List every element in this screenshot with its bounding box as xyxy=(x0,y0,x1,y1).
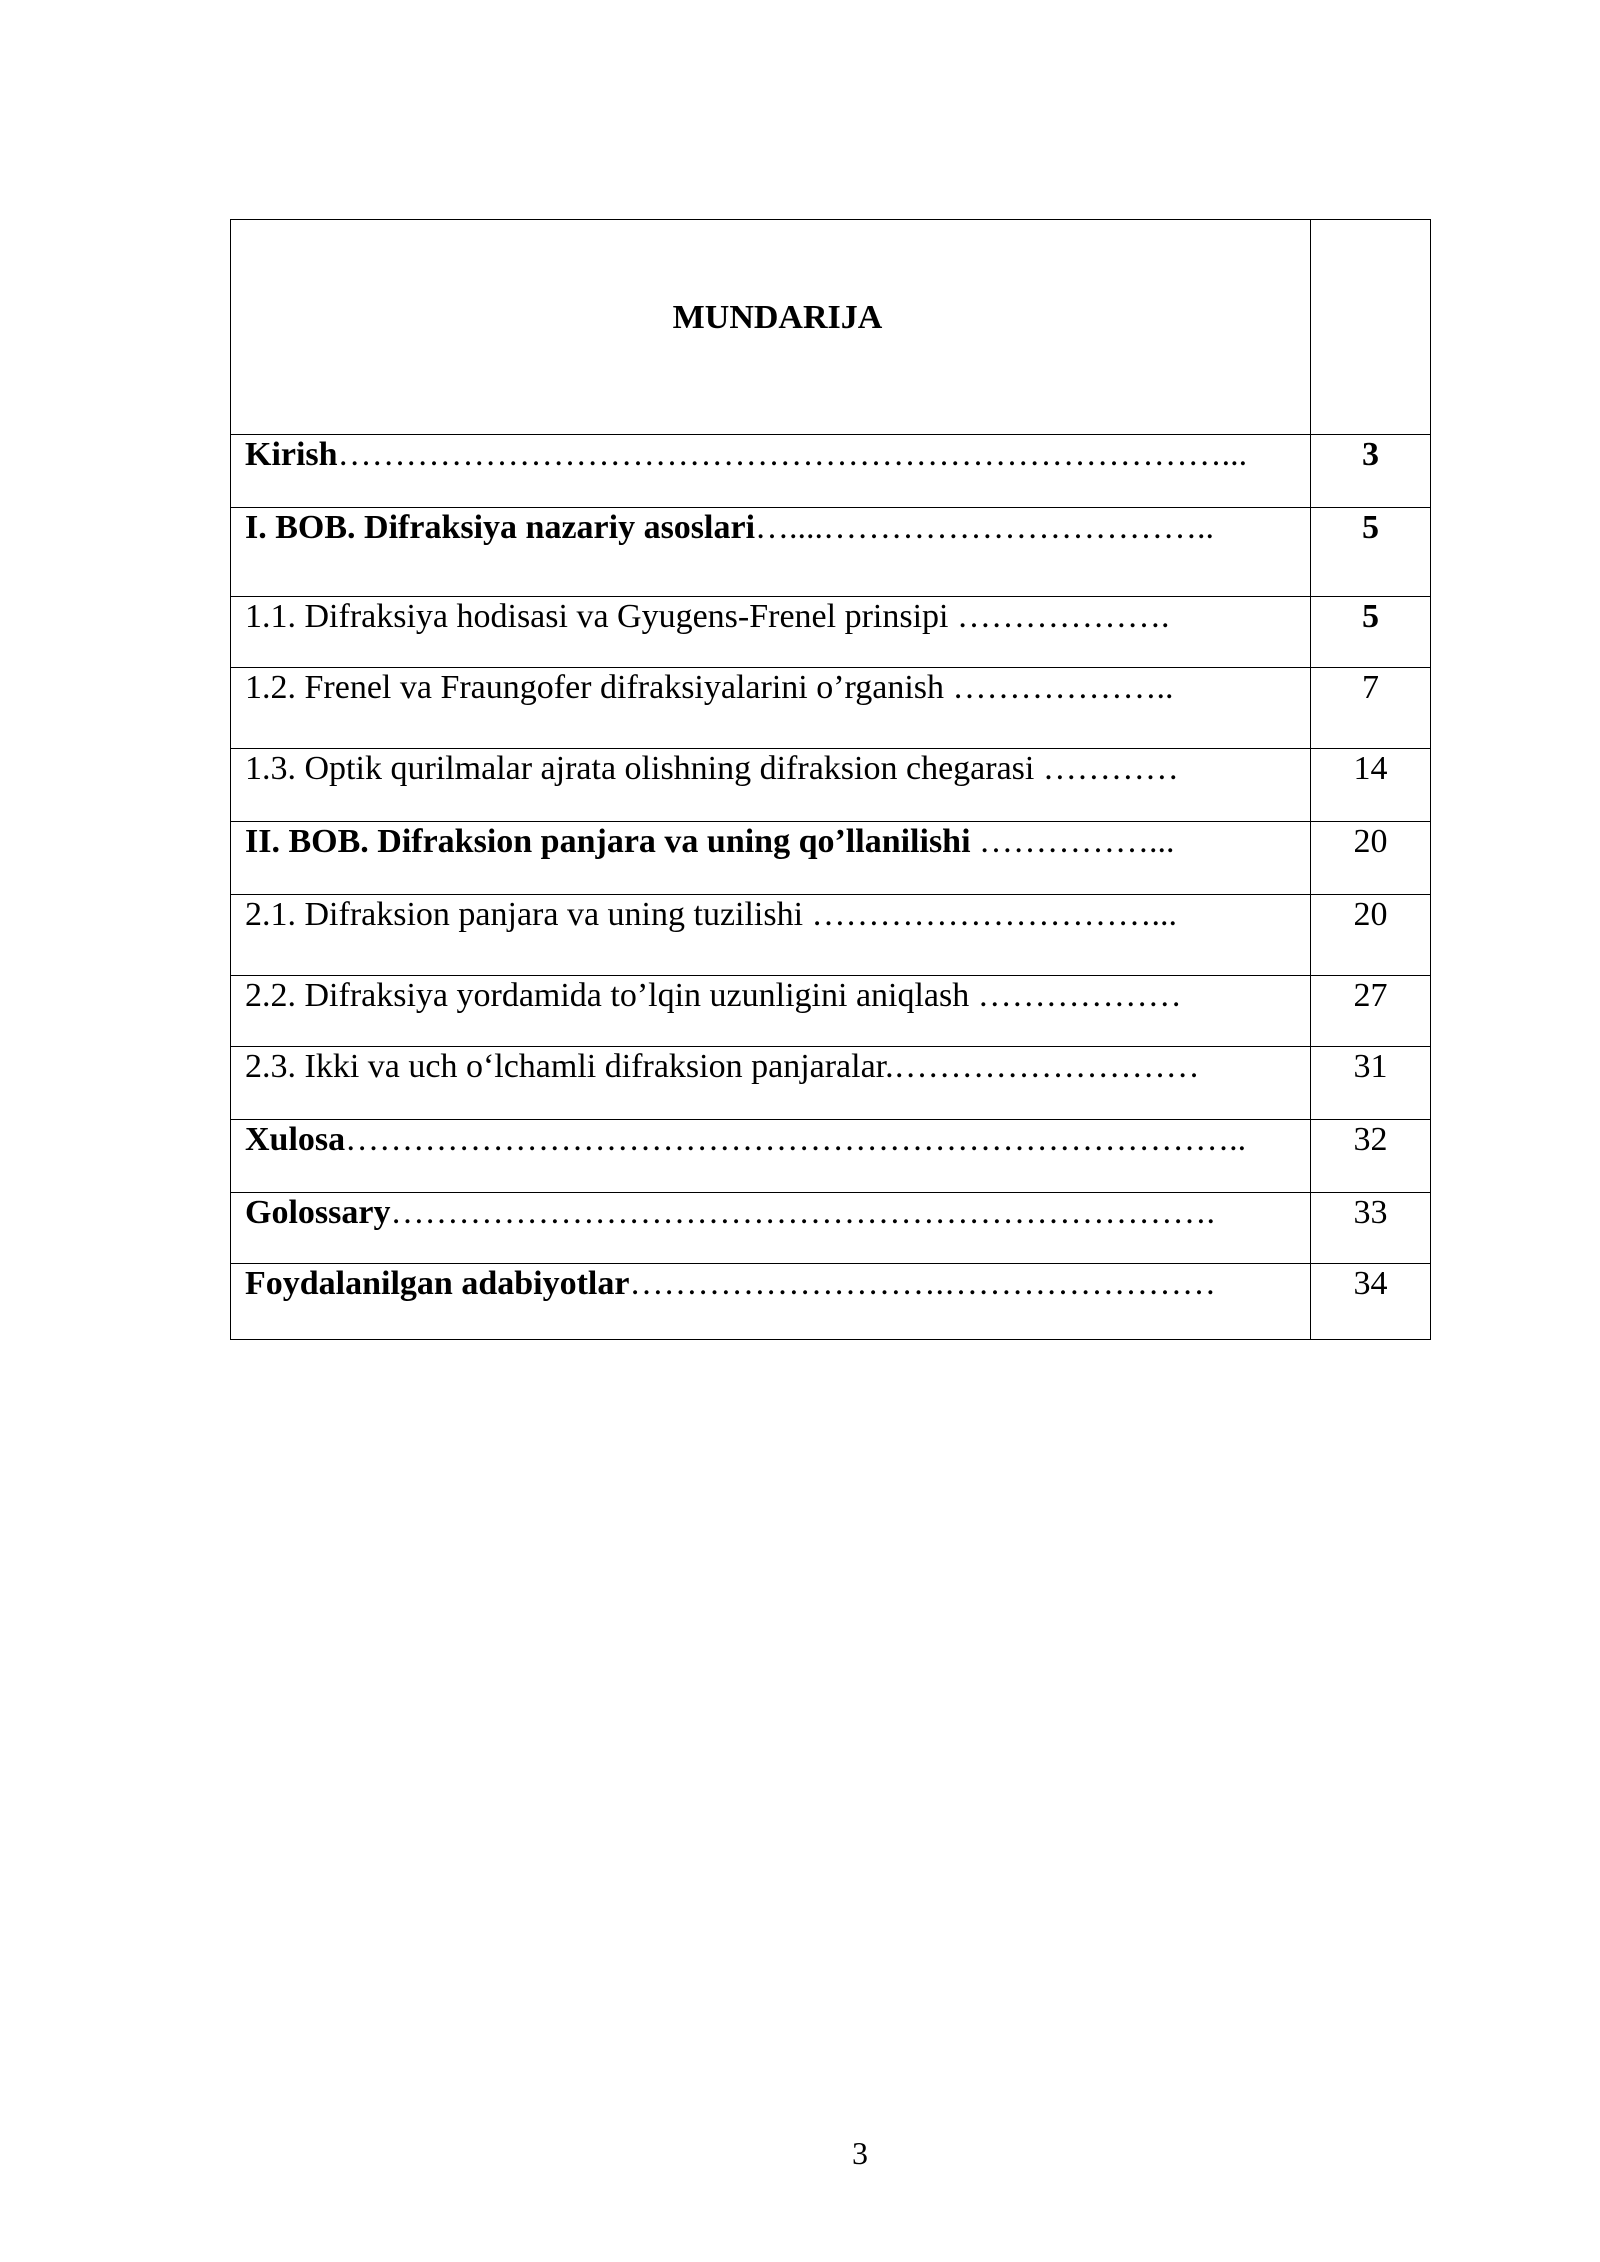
toc-entry-page: 20 xyxy=(1311,895,1431,976)
toc-entry xyxy=(231,976,1311,1047)
toc-entry-leader: ……………….. xyxy=(944,669,1174,706)
toc-row xyxy=(231,1264,1431,1340)
toc-entry xyxy=(231,597,1311,668)
toc-entry-leader: ……………………… xyxy=(893,1048,1200,1085)
toc-entry-leader: ……………………………………………………………………... xyxy=(337,436,1248,473)
toc-row xyxy=(231,895,1431,976)
toc-entry-page: 32 xyxy=(1311,1120,1431,1193)
toc-entry xyxy=(231,895,1311,976)
toc-row xyxy=(231,749,1431,822)
toc-entry-page: 27 xyxy=(1311,976,1431,1047)
toc-entry xyxy=(231,822,1311,895)
toc-entry-leader: …....…………………………….. xyxy=(755,509,1215,546)
toc-entry-leader: …………………………………………………………………….. xyxy=(345,1121,1247,1158)
toc-entry-title: Kirish xyxy=(245,436,338,473)
toc-header-row xyxy=(231,220,1431,435)
toc-row xyxy=(231,976,1431,1047)
toc-entry-title: 1.1. Difraksiya hodisasi va Gyugens-Frenel prinsipi xyxy=(245,598,949,635)
toc-row xyxy=(231,668,1431,749)
table-of-contents xyxy=(230,219,1431,1340)
toc-entry xyxy=(231,668,1311,749)
toc-entry-title: II. BOB. Difraksion panjara va uning qo’llanilishi xyxy=(245,823,971,860)
page-number: 3 xyxy=(852,2135,868,2171)
toc-entry-page: 31 xyxy=(1311,1047,1431,1120)
toc-entry xyxy=(231,1193,1311,1264)
toc-heading: MUNDARIJA xyxy=(231,220,1311,435)
toc-entry-leader: ……………………….…………………… xyxy=(629,1265,1216,1302)
toc-row xyxy=(231,822,1431,895)
toc-entry-leader: ………… xyxy=(1034,750,1179,787)
toc-entry-page: 34 xyxy=(1311,1264,1431,1340)
toc-entry xyxy=(231,749,1311,822)
toc-entry-page: 5 xyxy=(1311,597,1431,668)
toc-entry xyxy=(231,1120,1311,1193)
toc-entry-title: Xulosa xyxy=(245,1121,346,1158)
toc-row xyxy=(231,435,1431,508)
toc-entry-title: 2.1. Difraksion panjara va uning tuzilishi xyxy=(245,896,804,933)
toc-row xyxy=(231,1193,1431,1264)
toc-entry-leader: ………………. xyxy=(948,598,1170,635)
toc-entry-leader: ……………… xyxy=(969,977,1182,1014)
toc-entry-title: 2.2. Difraksiya yordamida to’lqin uzunligini aniqlash xyxy=(245,977,970,1014)
toc-row xyxy=(231,508,1431,597)
toc-entry xyxy=(231,1264,1311,1340)
toc-entry xyxy=(231,508,1311,597)
toc-entry-title: I. BOB. Difraksiya nazariy asoslari xyxy=(245,509,756,546)
toc-entry-page: 20 xyxy=(1311,822,1431,895)
toc-entry-leader: ………………………………………………………………. xyxy=(390,1194,1215,1231)
toc-entry-leader: …………………………... xyxy=(803,896,1178,933)
toc-entry-page: 14 xyxy=(1311,749,1431,822)
toc-entry-title: Foydalanilgan adabiyotlar xyxy=(245,1265,630,1302)
toc-row xyxy=(231,1047,1431,1120)
toc-entry-title: 1.2. Frenel va Fraungofer difraksiyalarini o’rganish xyxy=(245,669,945,706)
toc-entry-page: 33 xyxy=(1311,1193,1431,1264)
toc-row xyxy=(231,1120,1431,1193)
toc-header-page-cell xyxy=(1311,220,1431,435)
toc-entry-page: 5 xyxy=(1311,508,1431,597)
toc-row xyxy=(231,597,1431,668)
toc-entry xyxy=(231,1047,1311,1120)
toc-entry xyxy=(231,435,1311,508)
toc-entry-title: 1.3. Optik qurilmalar ajrata olishning difraksion chegarasi xyxy=(245,750,1035,787)
toc-entry-title: Golossary xyxy=(245,1194,391,1231)
toc-entry-leader: ……………... xyxy=(970,823,1175,860)
toc-entry-page: 7 xyxy=(1311,668,1431,749)
toc-entry-title: 2.3. Ikki va uch o‘lchamli difraksion panjaralar. xyxy=(245,1048,894,1085)
toc-entry-page: 3 xyxy=(1311,435,1431,508)
